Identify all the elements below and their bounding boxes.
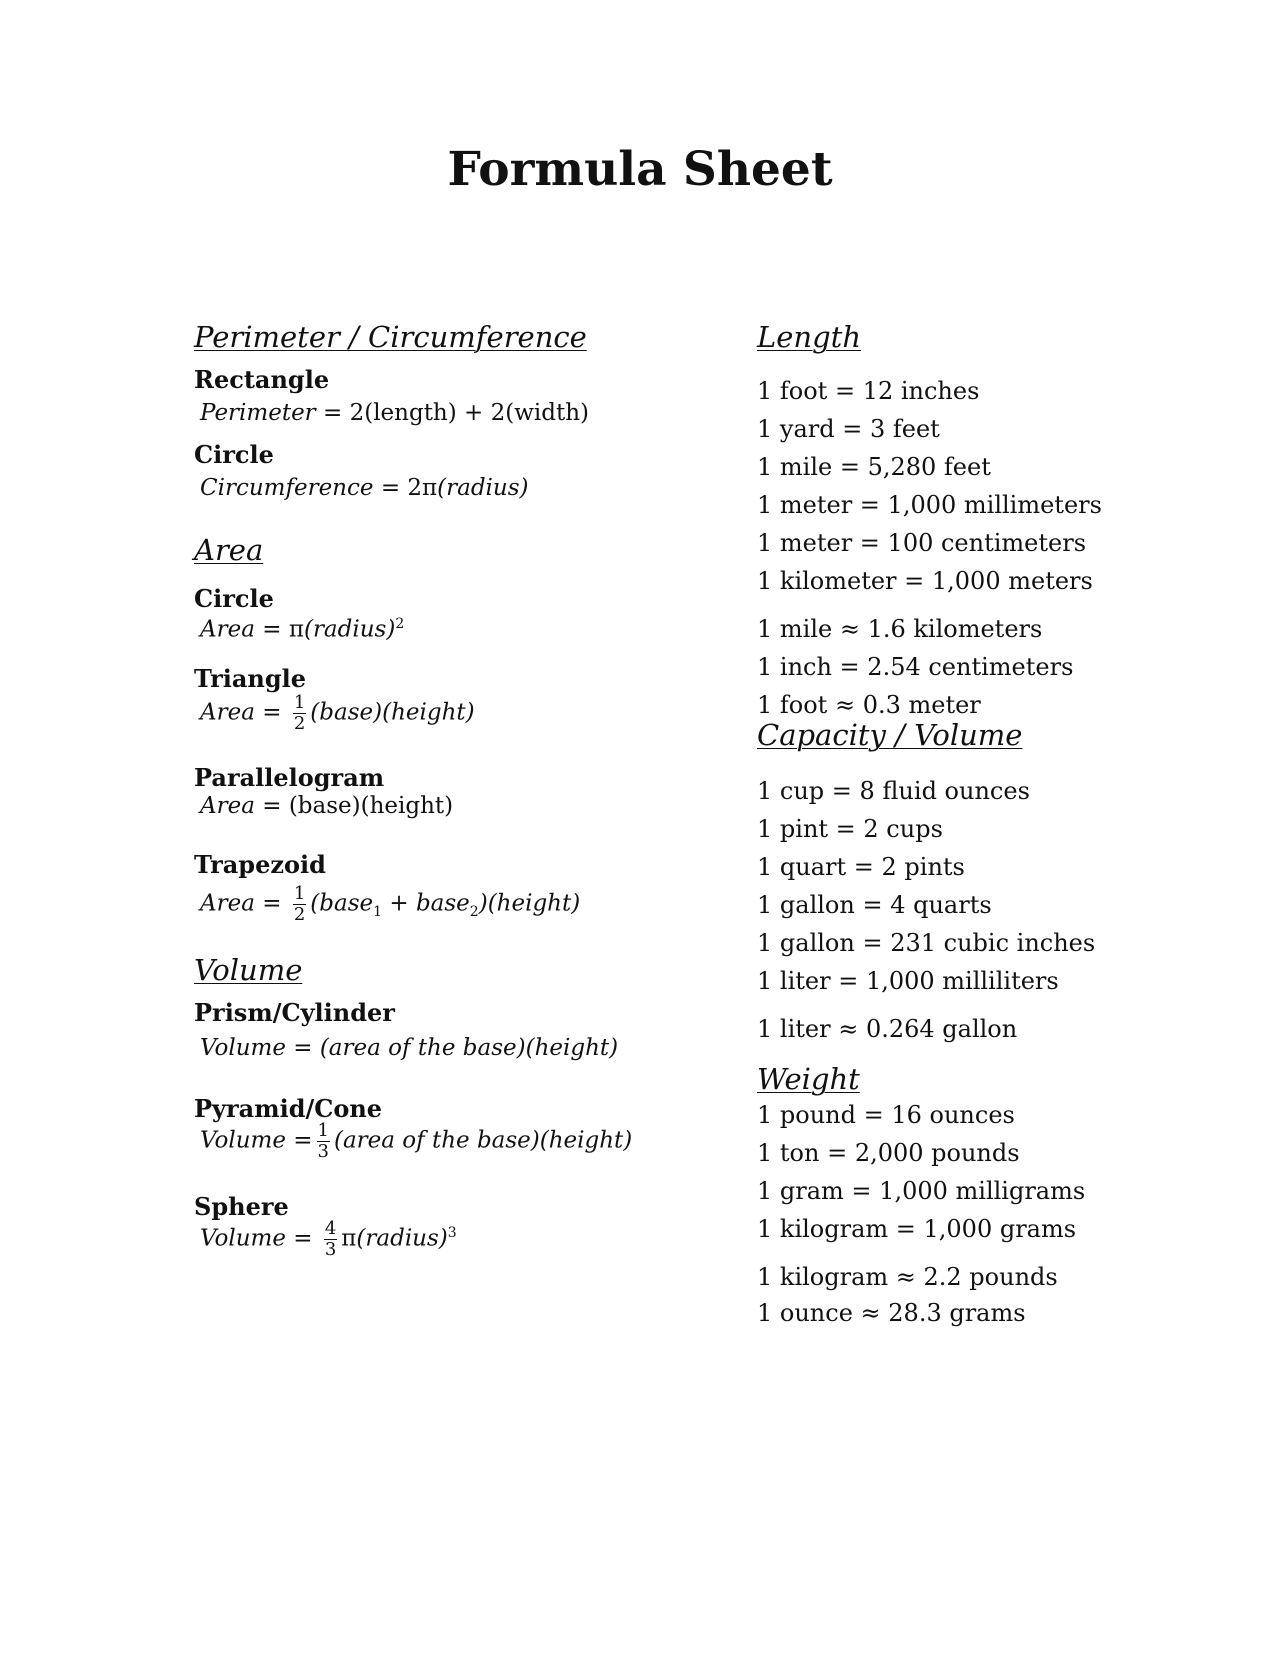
fraction-numerator: 1 xyxy=(317,1120,329,1141)
fraction-denominator: 3 xyxy=(317,1141,329,1162)
formula-triangle-area xyxy=(200,694,475,733)
exponent: 2 xyxy=(395,616,405,632)
fraction-numerator: 1 xyxy=(293,692,306,713)
section-heading-capacity: Capacity / Volume xyxy=(757,718,1023,752)
formula-circle-circumference xyxy=(200,475,529,501)
shape-label-rectangle: Rectangle xyxy=(194,365,330,394)
formula-close: )(height) xyxy=(478,890,581,917)
formula-trapezoid-area xyxy=(200,885,580,924)
equals-sign: = xyxy=(262,699,282,726)
conversion-item: 1 mile = 5,280 feet xyxy=(757,453,991,481)
formula-lhs: Circumference xyxy=(200,475,374,501)
conversion-item: 1 pound = 16 ounces xyxy=(757,1101,1015,1129)
shape-label-circle-area: Circle xyxy=(194,584,274,613)
page-title: Formula Sheet xyxy=(447,142,833,197)
pi-symbol: π xyxy=(341,1225,357,1252)
conversion-item: 1 kilometer = 1,000 meters xyxy=(757,567,1093,595)
fraction xyxy=(317,1122,330,1161)
formula-rhs: (base)(height) xyxy=(310,699,475,726)
conversion-item: 1 pint = 2 cups xyxy=(757,815,943,843)
shape-label-triangle: Triangle xyxy=(194,664,307,693)
fraction-denominator: 3 xyxy=(324,1239,337,1260)
subscript: 2 xyxy=(469,904,479,921)
formula-parallelogram-area xyxy=(200,793,453,819)
formula-rhs: = 2(length) + 2(width) xyxy=(323,400,590,426)
formula-plus: + base xyxy=(382,890,470,917)
shape-label-circle-perimeter: Circle xyxy=(194,440,274,469)
fraction xyxy=(324,1220,337,1259)
formula-rhs: (radius) xyxy=(437,475,529,501)
conversion-approx-item: 1 kilogram ≈ 2.2 pounds xyxy=(757,1263,1058,1291)
conversion-item: 1 gallon = 231 cubic inches xyxy=(757,929,1096,957)
formula-lhs: Perimeter xyxy=(200,400,316,426)
equals-sign: = xyxy=(262,616,282,643)
conversion-item: 1 yard = 3 feet xyxy=(757,415,940,443)
formula-sphere-volume xyxy=(200,1220,457,1259)
section-heading-weight: Weight xyxy=(757,1062,860,1096)
section-heading-area: Area xyxy=(194,533,264,567)
formula-open: (base xyxy=(310,890,374,917)
fraction-denominator: 2 xyxy=(293,904,306,925)
conversion-item: 1 foot = 12 inches xyxy=(757,377,980,405)
fraction xyxy=(293,885,306,924)
conversion-item: 1 gallon = 4 quarts xyxy=(757,891,992,919)
pi-symbol: π xyxy=(288,616,304,643)
formula-pyramid-volume xyxy=(200,1122,632,1161)
equals-sign: = xyxy=(262,890,282,917)
fraction-denominator: 2 xyxy=(293,713,306,734)
conversion-approx-item: 1 liter ≈ 0.264 gallon xyxy=(757,1015,1018,1043)
conversion-approx-item: 1 ounce ≈ 28.3 grams xyxy=(757,1299,1026,1327)
fraction-numerator: 1 xyxy=(293,883,306,904)
pi-symbol: π xyxy=(422,475,438,501)
section-heading-volume: Volume xyxy=(194,953,303,987)
conversion-approx-item: 1 mile ≈ 1.6 kilometers xyxy=(757,615,1043,643)
subscript: 1 xyxy=(373,904,383,921)
conversion-item: 1 meter = 100 centimeters xyxy=(757,529,1087,557)
conversion-item: 1 liter = 1,000 milliliters xyxy=(757,967,1059,995)
shape-label-parallelogram: Parallelogram xyxy=(194,763,385,792)
conversion-item: 1 gram = 1,000 milligrams xyxy=(757,1177,1086,1205)
conversion-approx-item: 1 inch = 2.54 centimeters xyxy=(757,653,1074,681)
exponent: 3 xyxy=(447,1224,457,1241)
formula-prism-volume xyxy=(200,1035,618,1061)
conversion-item: 1 quart = 2 pints xyxy=(757,853,965,881)
formula-lhs: Volume xyxy=(200,1225,286,1252)
equals-sign: = xyxy=(293,1225,313,1252)
conversion-item: 1 meter = 1,000 millimeters xyxy=(757,491,1102,519)
section-heading-length: Length xyxy=(757,320,861,354)
formula-lhs: Area xyxy=(200,793,255,819)
formula-lhs: Volume xyxy=(200,1035,286,1061)
formula-rhs: (area of the base)(height) xyxy=(333,1127,633,1154)
formula-rhs: (radius) xyxy=(303,616,396,643)
formula-rhs-prefix: = 2 xyxy=(380,475,423,501)
formula-rhs: = (area of the base)(height) xyxy=(293,1035,619,1061)
shape-label-sphere: Sphere xyxy=(194,1192,289,1221)
fraction-numerator: 4 xyxy=(324,1218,337,1239)
formula-lhs: Volume xyxy=(200,1127,286,1154)
formula-rhs: = (base)(height) xyxy=(262,793,454,819)
formula-lhs: Area xyxy=(200,616,255,643)
formula-rhs: (radius) xyxy=(356,1225,448,1252)
conversion-item: 1 cup = 8 fluid ounces xyxy=(757,777,1030,805)
fraction xyxy=(293,694,306,733)
shape-label-trapezoid: Trapezoid xyxy=(194,850,326,879)
shape-label-prism: Prism/Cylinder xyxy=(194,998,395,1027)
formula-lhs: Area xyxy=(200,699,255,726)
conversion-item: 1 ton = 2,000 pounds xyxy=(757,1139,1020,1167)
shape-label-pyramid: Pyramid/Cone xyxy=(194,1094,383,1123)
formula-lhs: Area xyxy=(200,890,255,917)
conversion-approx-item: 1 foot ≈ 0.3 meter xyxy=(757,691,981,719)
formula-rectangle-perimeter xyxy=(200,400,589,426)
equals-sign: = xyxy=(293,1127,313,1154)
formula-circle-area xyxy=(200,616,404,643)
section-heading-perimeter: Perimeter / Circumference xyxy=(194,320,587,354)
conversion-item: 1 kilogram = 1,000 grams xyxy=(757,1215,1077,1243)
